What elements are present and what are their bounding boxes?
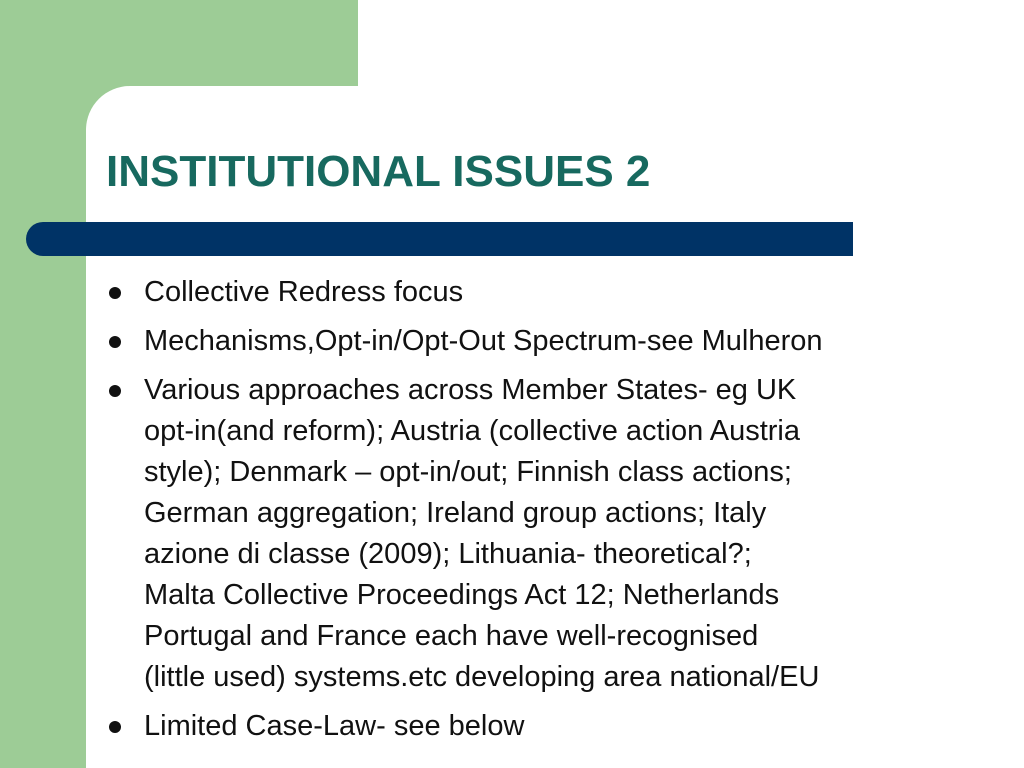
bullet-dot-icon xyxy=(109,287,121,299)
bullet-text-line: Portugal and France each have well-recognised xyxy=(144,620,759,652)
bullet-item-mechanisms xyxy=(106,321,1006,362)
bullet-text-line: Malta Collective Proceedings Act 12; Netherlands xyxy=(144,579,780,611)
bullet-dot-icon xyxy=(109,721,121,733)
bullet-dot-icon xyxy=(109,336,121,348)
bullet-dot-icon xyxy=(109,385,121,397)
bullet-text-line: German aggregation; Ireland group actions; Italy xyxy=(144,497,767,529)
bullet-item-various-approaches xyxy=(106,370,1006,698)
bullet-list xyxy=(106,272,1006,755)
bullet-text-line: opt-in(and reform); Austria (collective action Austria xyxy=(144,415,800,447)
title-accent-bar xyxy=(26,222,853,256)
slide-title: INSTITUTIONAL ISSUES 2 xyxy=(106,147,651,196)
bullet-text-line: (little used) systems.etc developing area national/EU xyxy=(144,661,820,693)
bullet-text: Mechanisms,Opt-in/Opt-Out Spectrum-see Mulheron xyxy=(144,325,823,357)
bullet-text-line: azione di classe (2009); Lithuania- theoretical?; xyxy=(144,538,752,570)
bullet-item-collective-redress xyxy=(106,272,1006,313)
bullet-item-limited-case-law xyxy=(106,706,1006,747)
bullet-text-line: style); Denmark – opt-in/out; Finnish class actions; xyxy=(144,456,792,488)
bullet-text: Collective Redress focus xyxy=(144,276,464,308)
bullet-text-line: Various approaches across Member States- eg UK xyxy=(144,374,797,406)
bullet-text: Limited Case-Law- see below xyxy=(144,710,525,742)
